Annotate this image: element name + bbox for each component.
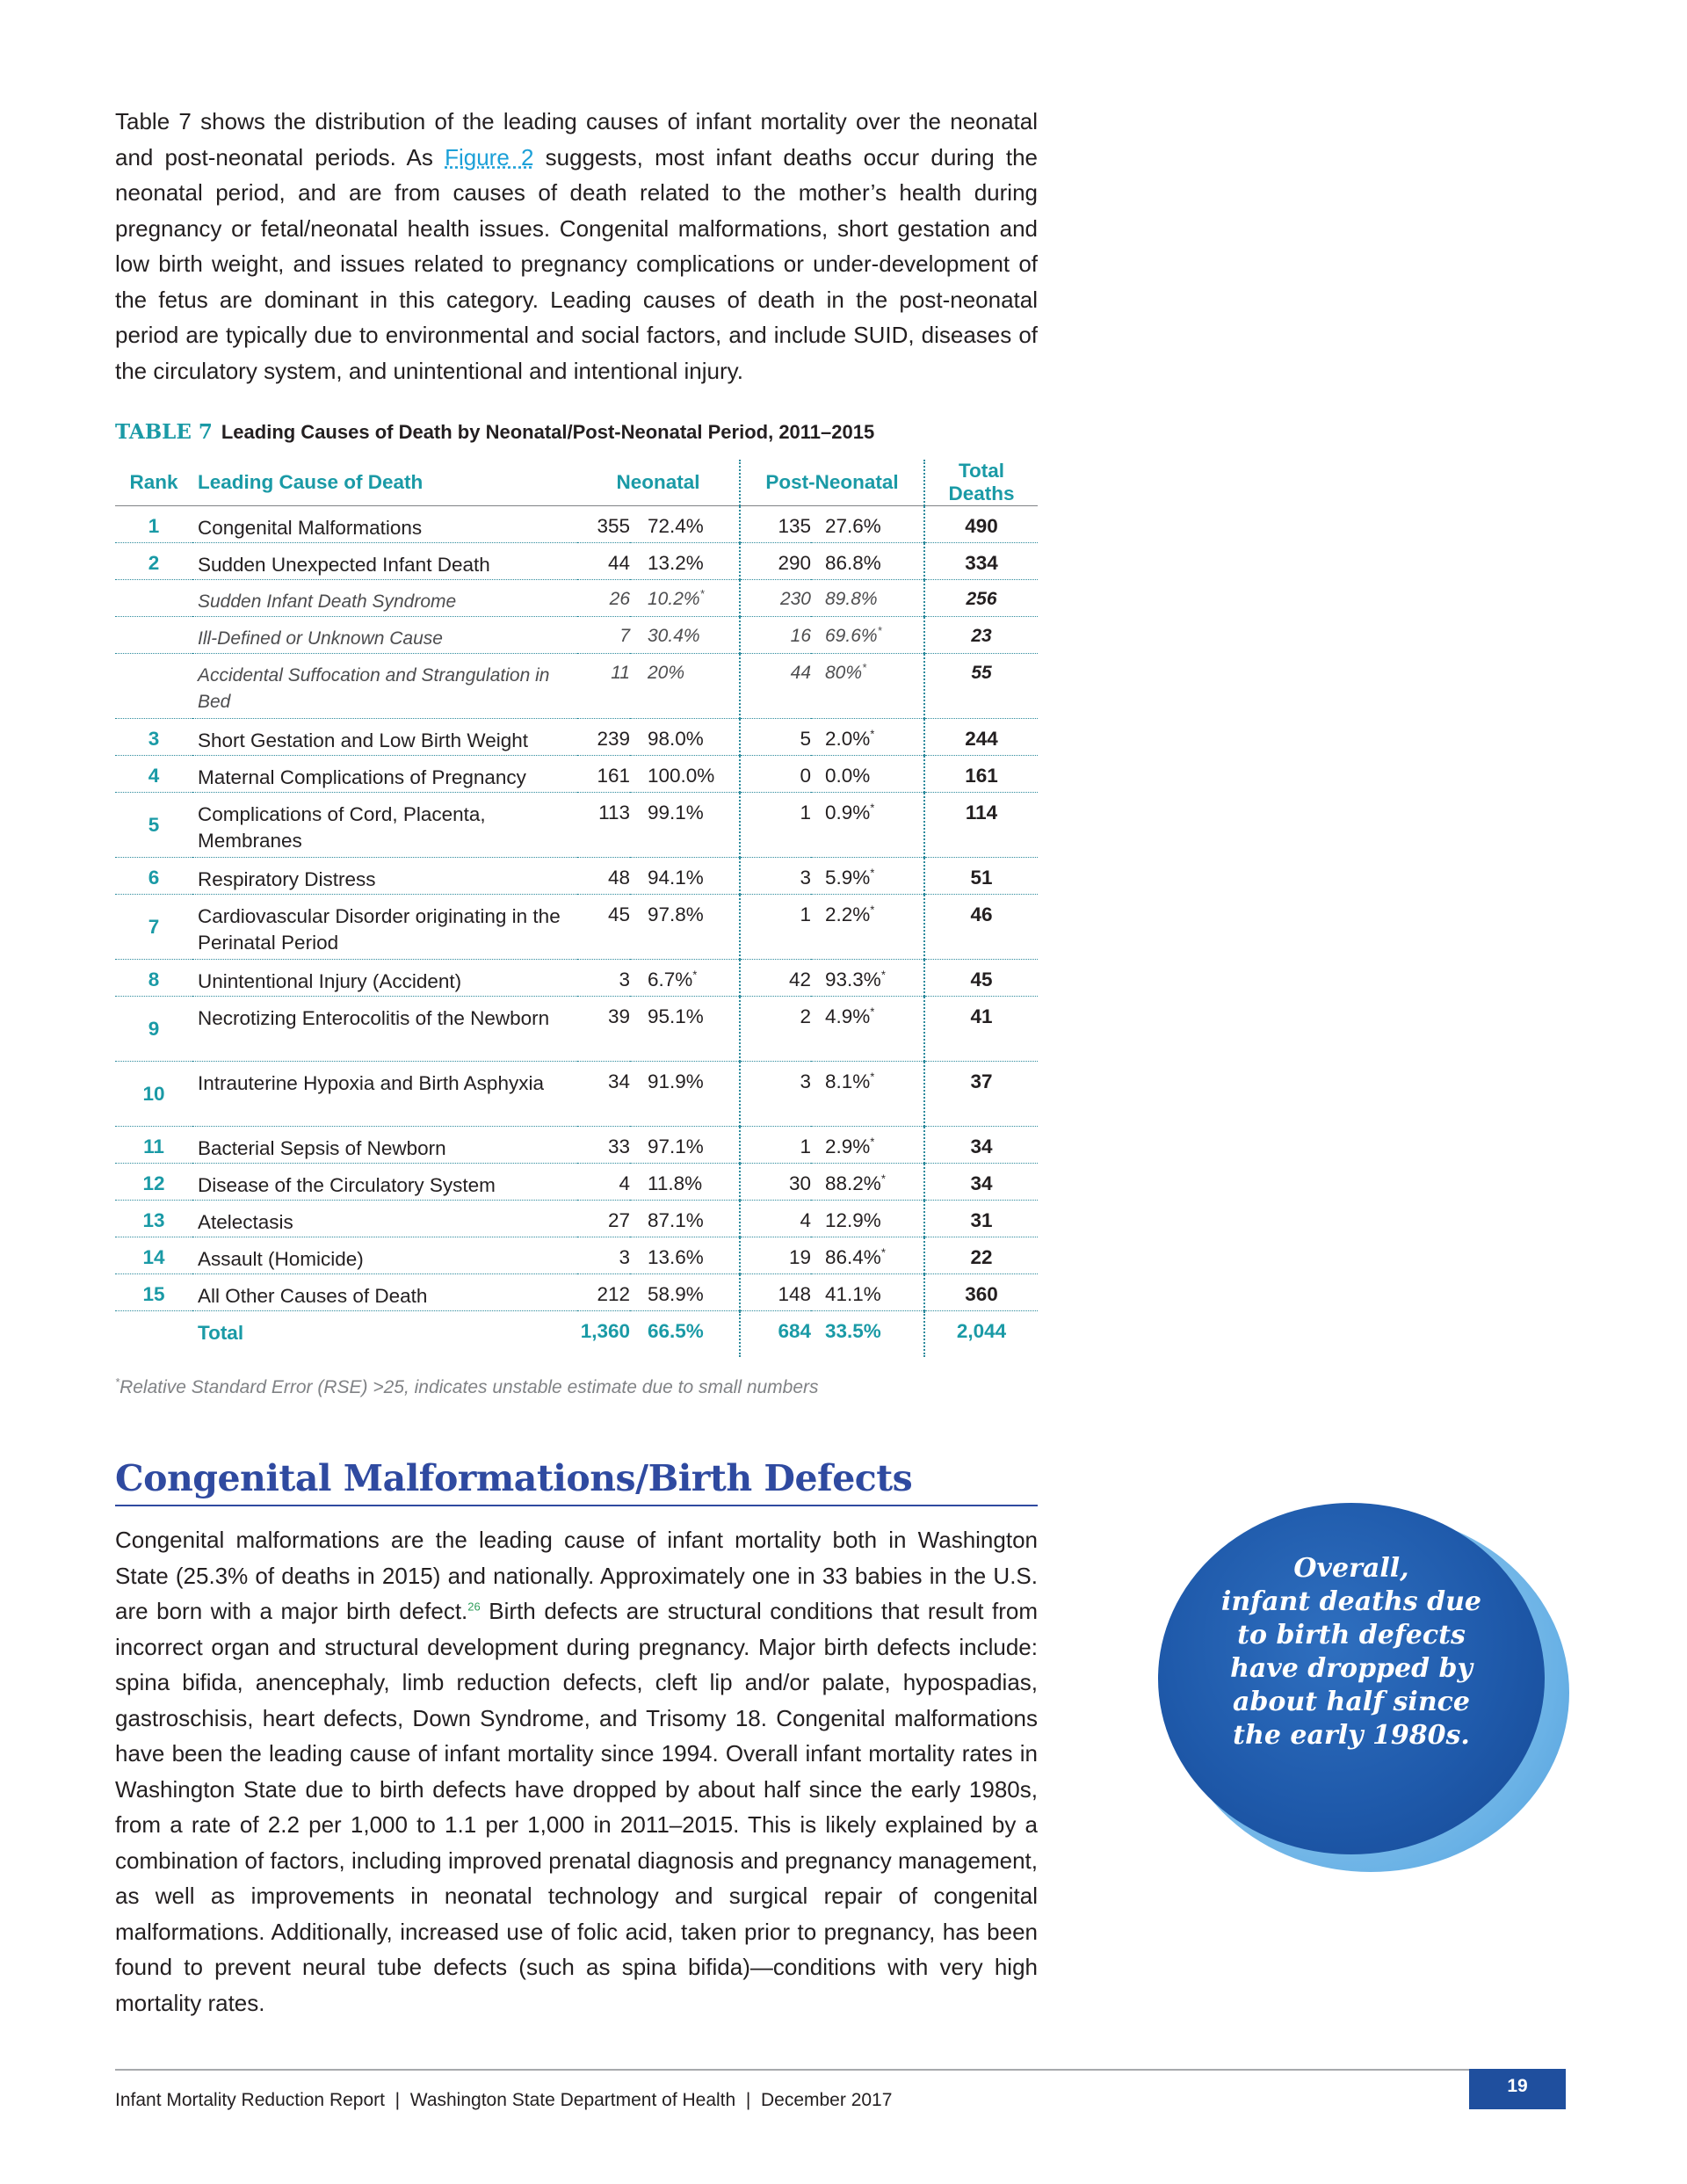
rank-cell bbox=[115, 654, 192, 719]
total-label-cell: Total bbox=[198, 1322, 244, 1344]
rank-cell: 1 bbox=[115, 506, 192, 543]
rse-marker: * bbox=[870, 903, 875, 917]
total-deaths-cell: 256 bbox=[924, 580, 1038, 617]
post-neonatal-percent-cell: 88.2%* bbox=[811, 1164, 924, 1201]
post-neonatal-count-cell: 230 bbox=[740, 580, 811, 617]
callout-line-6: the early 1980s. bbox=[1233, 1720, 1470, 1751]
total-deaths-cell: 34 bbox=[924, 1164, 1038, 1201]
cause-cell: Maternal Complications of Pregnancy bbox=[192, 756, 577, 793]
table-row bbox=[115, 1062, 1038, 1127]
neonatal-count-cell: 4 bbox=[577, 1164, 630, 1201]
table-row bbox=[115, 756, 1038, 793]
post-neonatal-percent-cell: 4.9%* bbox=[811, 997, 924, 1062]
rank-cell: 7 bbox=[115, 895, 192, 960]
callout-line-3: to birth defects bbox=[1237, 1620, 1466, 1651]
neonatal-percent-cell: 10.2%* bbox=[630, 580, 740, 617]
rank-cell: 14 bbox=[115, 1237, 192, 1274]
rse-marker: * bbox=[870, 1070, 875, 1084]
cause-cell: Assault (Homicide) bbox=[192, 1237, 577, 1274]
neonatal-count-cell: 34 bbox=[577, 1062, 630, 1127]
cause-cell: Intrauterine Hypoxia and Birth Asphyxia bbox=[192, 1062, 577, 1127]
neonatal-percent-cell: 98.0% bbox=[630, 719, 740, 756]
post-neonatal-percent-cell: 86.4%* bbox=[811, 1237, 924, 1274]
callout-line-2: infant deaths due bbox=[1220, 1586, 1482, 1617]
neonatal-count-cell: 11 bbox=[577, 654, 630, 719]
table-row bbox=[115, 719, 1038, 756]
total-total-cell: 2,044 bbox=[956, 1320, 1007, 1342]
rse-marker: * bbox=[870, 1005, 875, 1019]
post-neonatal-count-cell: 44 bbox=[740, 654, 811, 719]
post-neonatal-percent-cell: 41.1% bbox=[811, 1274, 924, 1311]
intro-text-2: suggests, most infant deaths occur during the neonatal period, and are from causes of death related to the mother’s health during pregnancy or fetal/neonatal health issues. Congenital malformations, short gestation and low birth weight, and issues related to pregnancy complications or under-development of the fetus are dominant in this category. Leading causes of death in the post-neonatal period are typically due to environmental and social factors, and include SUID, diseases of the circulatory system, and unintentional and intentional injury. bbox=[115, 143, 1038, 384]
rank-cell: 12 bbox=[115, 1164, 192, 1201]
table-title bbox=[115, 420, 1038, 444]
rse-marker: * bbox=[870, 866, 875, 880]
post-neonatal-count-cell: 42 bbox=[740, 960, 811, 997]
neonatal-percent-cell: 99.1% bbox=[630, 793, 740, 858]
table-caption: Leading Causes of Death by Neonatal/Post-Neonatal Period, 2011–2015 bbox=[221, 421, 875, 443]
footer-rule bbox=[115, 2069, 1565, 2071]
cause-cell: Necrotizing Enterocolitis of the Newborn bbox=[192, 997, 577, 1062]
neonatal-percent-cell: 6.7%* bbox=[630, 960, 740, 997]
neonatal-percent-cell: 30.4% bbox=[630, 617, 740, 654]
neonatal-count-cell: 3 bbox=[577, 960, 630, 997]
table-row bbox=[115, 1237, 1038, 1274]
intro-paragraph bbox=[115, 104, 1038, 388]
neonatal-percent-cell: 97.8% bbox=[630, 895, 740, 960]
post-neonatal-count-cell: 0 bbox=[740, 756, 811, 793]
callout-text bbox=[1193, 1552, 1510, 1752]
post-neonatal-count-cell: 1 bbox=[740, 895, 811, 960]
post-neonatal-percent-cell: 27.6% bbox=[811, 506, 924, 543]
footnote-text: Relative Standard Error (RSE) >25, indicates unstable estimate due to small numbers bbox=[119, 1377, 819, 1397]
callout-bubble bbox=[1158, 1503, 1569, 1872]
rank-cell: 10 bbox=[115, 1062, 192, 1127]
post-neonatal-count-cell: 3 bbox=[740, 858, 811, 895]
total-deaths-cell: 41 bbox=[924, 997, 1038, 1062]
table-tag: TABLE 7 bbox=[115, 420, 213, 444]
cause-cell: All Other Causes of Death bbox=[192, 1274, 577, 1311]
intro-text-1: Table 7 shows the distribution of the leading causes of infant mortality over the neonatal and post-neonatal periods. As bbox=[115, 108, 1038, 171]
post-neonatal-percent-cell: 80%* bbox=[811, 654, 924, 719]
neonatal-count-cell: 39 bbox=[577, 997, 630, 1062]
total-deaths-cell: 360 bbox=[924, 1274, 1038, 1311]
post-neonatal-percent-cell: 8.1%* bbox=[811, 1062, 924, 1127]
table-subrow bbox=[115, 654, 1038, 719]
total-deaths-cell: 45 bbox=[924, 960, 1038, 997]
post-neonatal-count-cell: 4 bbox=[740, 1201, 811, 1237]
post-neonatal-count-cell: 135 bbox=[740, 506, 811, 543]
table-body bbox=[115, 506, 1038, 1358]
cause-cell: Congenital Malformations bbox=[192, 506, 577, 543]
neonatal-count-cell: 27 bbox=[577, 1201, 630, 1237]
table-row bbox=[115, 997, 1038, 1062]
neonatal-count-cell: 48 bbox=[577, 858, 630, 895]
neonatal-count-cell: 239 bbox=[577, 719, 630, 756]
total-blank-cell bbox=[115, 1311, 192, 1358]
neonatal-percent-cell: 13.2% bbox=[630, 543, 740, 580]
cause-cell: Sudden Unexpected Infant Death bbox=[192, 543, 577, 580]
post-neonatal-percent-cell: 2.9%* bbox=[811, 1127, 924, 1164]
cause-cell: Sudden Infant Death Syndrome bbox=[192, 580, 577, 617]
neonatal-percent-cell: 72.4% bbox=[630, 506, 740, 543]
total-np-cell: 66.5% bbox=[630, 1311, 740, 1358]
post-neonatal-count-cell: 1 bbox=[740, 1127, 811, 1164]
rank-cell: 11 bbox=[115, 1127, 192, 1164]
post-neonatal-count-cell: 3 bbox=[740, 1062, 811, 1127]
total-deaths-cell: 244 bbox=[924, 719, 1038, 756]
rank-cell: 2 bbox=[115, 543, 192, 580]
post-neonatal-count-cell: 148 bbox=[740, 1274, 811, 1311]
total-pn-cell: 684 bbox=[778, 1320, 811, 1342]
total-deaths-cell: 490 bbox=[924, 506, 1038, 543]
rse-marker: * bbox=[862, 661, 867, 674]
cause-cell: Ill-Defined or Unknown Cause bbox=[192, 617, 577, 654]
total-deaths-cell: 34 bbox=[924, 1127, 1038, 1164]
neonatal-percent-cell: 13.6% bbox=[630, 1237, 740, 1274]
table-row bbox=[115, 960, 1038, 997]
section-paragraph bbox=[115, 1522, 1038, 2021]
post-neonatal-percent-cell: 93.3%* bbox=[811, 960, 924, 997]
rse-marker: * bbox=[880, 968, 886, 982]
post-neonatal-count-cell: 1 bbox=[740, 793, 811, 858]
header-cause: Leading Cause of Death bbox=[192, 460, 577, 506]
total-deaths-cell: 46 bbox=[924, 895, 1038, 960]
neonatal-count-cell: 26 bbox=[577, 580, 630, 617]
causes-of-death-table bbox=[115, 460, 1038, 1357]
rse-marker: * bbox=[870, 1135, 875, 1149]
neonatal-percent-cell: 100.0% bbox=[630, 756, 740, 793]
section-text-2: Birth defects are structural conditions that result from incorrect organ and structural development during pregnancy. Major birth defects include: spina bifida, anencephaly, limb reduction defects, cleft lip and/or palate, hypospadias, gastroschisis, heart defects, Down Syndrome, and Trisomy 18. Congenital malformations have been the leading cause of infant mortality since 1994. Overall infant mortality rates in Washington State due to birth defects have dropped by about half since the early 1980s, from a rate of 2.2 per 1,000 to 1.1 per 1,000 in 2011–2015. This is likely explained by a combination of factors, including improved prenatal diagnosis and pregnancy management, as well as improvements in neonatal technology and surgical repair of congenital malformations. Additionally, increased use of folic acid, taken prior to pregnancy, has been found to prevent neural tube defects (such as spina bifida)—conditions with very high mortality rates. bbox=[115, 1598, 1038, 2016]
post-neonatal-percent-cell: 89.8% bbox=[811, 580, 924, 617]
section-text-1: Congenital malformations are the leading cause of infant mortality both in Washington State (25.3% of deaths in 2015) and nationally. Approximately one in 33 babies in the U.S. are born with a major birth defect. bbox=[115, 1527, 1038, 1624]
page-number: 19 bbox=[1469, 2069, 1566, 2109]
cause-cell: Complications of Cord, Placenta, Membranes bbox=[192, 793, 577, 858]
table-total-row bbox=[115, 1311, 1038, 1358]
post-neonatal-percent-cell: 2.2%* bbox=[811, 895, 924, 960]
table-header-row bbox=[115, 460, 1038, 506]
rank-cell: 8 bbox=[115, 960, 192, 997]
total-deaths-cell: 31 bbox=[924, 1201, 1038, 1237]
total-deaths-cell: 51 bbox=[924, 858, 1038, 895]
post-neonatal-percent-cell: 2.0%* bbox=[811, 719, 924, 756]
cause-cell: Short Gestation and Low Birth Weight bbox=[192, 719, 577, 756]
callout-line-4: have dropped by bbox=[1230, 1653, 1473, 1684]
neonatal-percent-cell: 95.1% bbox=[630, 997, 740, 1062]
neonatal-count-cell: 7 bbox=[577, 617, 630, 654]
cause-cell: Bacterial Sepsis of Newborn bbox=[192, 1127, 577, 1164]
rank-cell: 3 bbox=[115, 719, 192, 756]
table-subrow bbox=[115, 580, 1038, 617]
table-row bbox=[115, 506, 1038, 543]
total-deaths-cell: 37 bbox=[924, 1062, 1038, 1127]
neonatal-count-cell: 113 bbox=[577, 793, 630, 858]
section-heading: Congenital Malformations/Birth Defects bbox=[115, 1457, 1038, 1506]
figure-2-link[interactable]: Figure 2 bbox=[445, 143, 534, 171]
callout-line-1: Overall, bbox=[1293, 1553, 1409, 1584]
rse-marker: * bbox=[692, 968, 698, 982]
rank-cell: 4 bbox=[115, 756, 192, 793]
post-neonatal-count-cell: 19 bbox=[740, 1237, 811, 1274]
rse-marker: * bbox=[870, 727, 875, 741]
neonatal-percent-cell: 91.9% bbox=[630, 1062, 740, 1127]
rank-cell: 9 bbox=[115, 997, 192, 1062]
post-neonatal-count-cell: 5 bbox=[740, 719, 811, 756]
table-row bbox=[115, 1274, 1038, 1311]
cause-cell: Cardiovascular Disorder originating in the Perinatal Period bbox=[192, 895, 577, 960]
header-post-neonatal: Post-Neonatal bbox=[740, 460, 924, 506]
reference-26[interactable]: 26 bbox=[467, 1600, 481, 1614]
cause-cell: Unintentional Injury (Accident) bbox=[192, 960, 577, 997]
header-rank: Rank bbox=[115, 460, 192, 506]
table-row bbox=[115, 1201, 1038, 1237]
neonatal-percent-cell: 58.9% bbox=[630, 1274, 740, 1311]
neonatal-count-cell: 355 bbox=[577, 506, 630, 543]
post-neonatal-count-cell: 2 bbox=[740, 997, 811, 1062]
neonatal-percent-cell: 87.1% bbox=[630, 1201, 740, 1237]
table-row bbox=[115, 895, 1038, 960]
post-neonatal-percent-cell: 5.9%* bbox=[811, 858, 924, 895]
neonatal-percent-cell: 20% bbox=[630, 654, 740, 719]
total-deaths-cell: 114 bbox=[924, 793, 1038, 858]
neonatal-count-cell: 45 bbox=[577, 895, 630, 960]
table-row bbox=[115, 1164, 1038, 1201]
post-neonatal-percent-cell: 86.8% bbox=[811, 543, 924, 580]
rank-cell: 5 bbox=[115, 793, 192, 858]
rank-cell: 15 bbox=[115, 1274, 192, 1311]
rse-marker: * bbox=[877, 624, 882, 637]
post-neonatal-count-cell: 30 bbox=[740, 1164, 811, 1201]
post-neonatal-percent-cell: 12.9% bbox=[811, 1201, 924, 1237]
table-row bbox=[115, 858, 1038, 895]
table-footnote bbox=[115, 1377, 1038, 1398]
total-n-cell: 1,360 bbox=[580, 1320, 630, 1342]
cause-cell: Atelectasis bbox=[192, 1201, 577, 1237]
neonatal-percent-cell: 94.1% bbox=[630, 858, 740, 895]
table-row bbox=[115, 543, 1038, 580]
header-neonatal: Neonatal bbox=[577, 460, 740, 506]
post-neonatal-percent-cell: 69.6%* bbox=[811, 617, 924, 654]
total-deaths-cell: 22 bbox=[924, 1237, 1038, 1274]
rse-marker: * bbox=[870, 801, 875, 815]
rse-marker: * bbox=[699, 587, 705, 600]
total-deaths-cell: 334 bbox=[924, 543, 1038, 580]
total-deaths-cell: 161 bbox=[924, 756, 1038, 793]
table-subrow bbox=[115, 617, 1038, 654]
rse-marker: * bbox=[880, 1245, 886, 1259]
neonatal-percent-cell: 11.8% bbox=[630, 1164, 740, 1201]
rank-cell: 6 bbox=[115, 858, 192, 895]
post-neonatal-count-cell: 290 bbox=[740, 543, 811, 580]
cause-cell: Accidental Suffocation and Strangulation in Bed bbox=[192, 654, 577, 719]
cause-cell: Respiratory Distress bbox=[192, 858, 577, 895]
post-neonatal-percent-cell: 0.9%* bbox=[811, 793, 924, 858]
neonatal-count-cell: 3 bbox=[577, 1237, 630, 1274]
table-row bbox=[115, 793, 1038, 858]
total-pp-cell: 33.5% bbox=[811, 1311, 924, 1358]
rank-cell bbox=[115, 580, 192, 617]
rse-marker: * bbox=[880, 1172, 886, 1186]
footer-text: Infant Mortality Reduction Report | Washington State Department of Health | December 2017 bbox=[115, 2090, 893, 2110]
table-row bbox=[115, 1127, 1038, 1164]
header-total-deaths: Total Deaths bbox=[924, 460, 1038, 506]
total-deaths-cell: 55 bbox=[924, 654, 1038, 719]
post-neonatal-count-cell: 16 bbox=[740, 617, 811, 654]
post-neonatal-percent-cell: 0.0% bbox=[811, 756, 924, 793]
neonatal-count-cell: 161 bbox=[577, 756, 630, 793]
rank-cell: 13 bbox=[115, 1201, 192, 1237]
neonatal-count-cell: 44 bbox=[577, 543, 630, 580]
neonatal-count-cell: 212 bbox=[577, 1274, 630, 1311]
footnote-mark: * bbox=[115, 1375, 120, 1389]
total-deaths-cell: 23 bbox=[924, 617, 1038, 654]
neonatal-count-cell: 33 bbox=[577, 1127, 630, 1164]
neonatal-percent-cell: 97.1% bbox=[630, 1127, 740, 1164]
callout-line-5: about half since bbox=[1233, 1687, 1470, 1717]
cause-cell: Disease of the Circulatory System bbox=[192, 1164, 577, 1201]
rank-cell bbox=[115, 617, 192, 654]
